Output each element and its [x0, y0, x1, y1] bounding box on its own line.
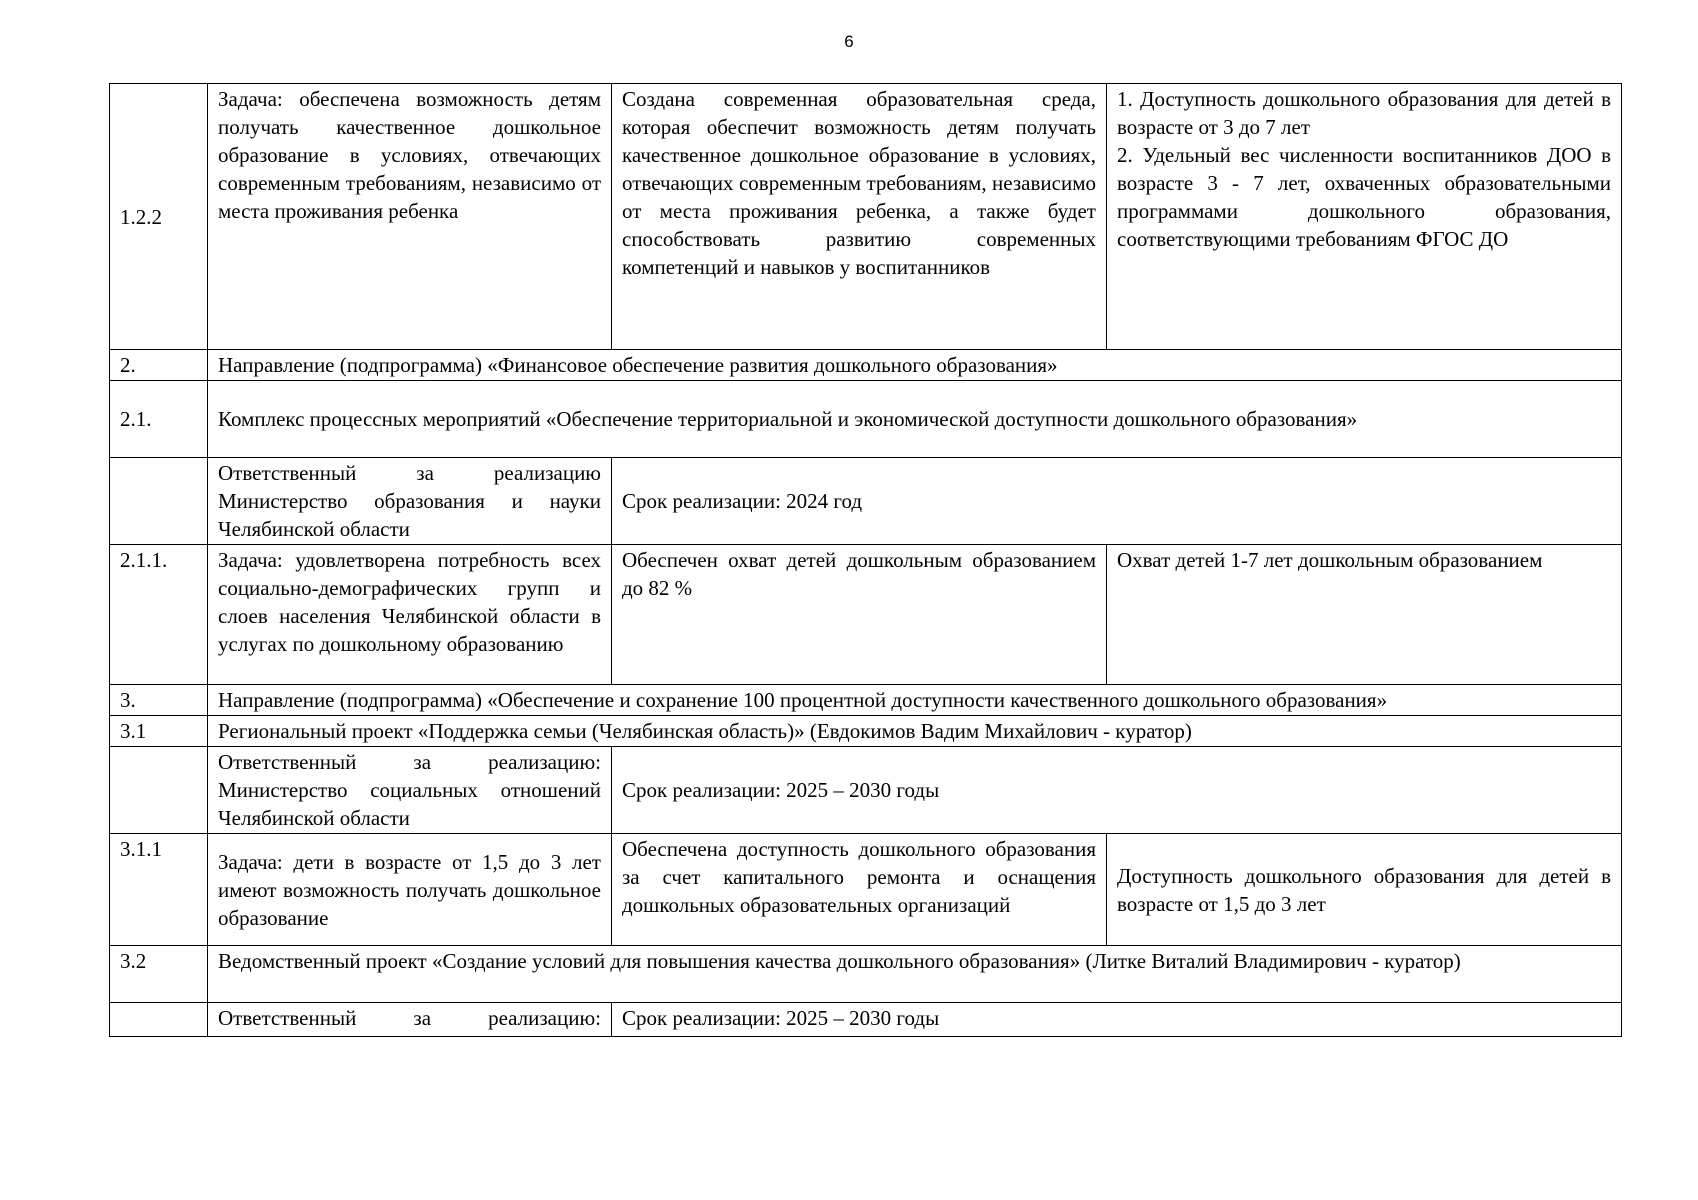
table-row: [110, 350, 1622, 381]
row-number: 3.1: [110, 716, 208, 747]
table-row: [110, 84, 1622, 350]
empty-cell: [110, 1003, 208, 1037]
table-row: [110, 747, 1622, 834]
empty-cell: [110, 458, 208, 545]
term-cell: Срок реализации: 2024 год: [612, 458, 1622, 545]
task-cell: Задача: обеспечена возможность детям получать качественное дошкольное образование в условиях, отвечающих современным требованиям, независимо от места проживания ребенка: [208, 84, 612, 350]
result-cell: Обеспечена доступность дошкольного образования за счет капитального ремонта и оснащения дошкольных образовательных организаций: [612, 834, 1107, 946]
table-row: [110, 381, 1622, 458]
project-title: Ведомственный проект «Создание условий для повышения качества дошкольного образования» (Литке Виталий Владимирович - куратор): [208, 946, 1622, 1003]
empty-cell: [110, 747, 208, 834]
indicator-item: 1. Доступность дошкольного образования для детей в возрасте от 3 до 7 лет: [1117, 87, 1611, 139]
responsible-cell: Ответственный за реализацию Министерство образования и науки Челябинской области: [208, 458, 612, 545]
direction-title: Направление (подпрограмма) «Финансовое обеспечение развития дошкольного образования»: [208, 350, 1622, 381]
indicator-item: 2. Удельный вес численности воспитанников ДОО в возрасте 3 - 7 лет, охваченных образовательными программами дошкольного образования, соответствующими требованиям ФГОС ДО: [1117, 143, 1611, 251]
table-row: [110, 716, 1622, 747]
indicator-cell: Охват детей 1-7 лет дошкольным образованием: [1107, 545, 1622, 685]
row-number: 3.1.1: [110, 834, 208, 946]
table-row: [110, 1003, 1622, 1037]
table-row: [110, 946, 1622, 1003]
complex-title: Комплекс процессных мероприятий «Обеспечение территориальной и экономической доступности дошкольного образования»: [208, 381, 1622, 458]
row-number: 1.2.2: [110, 84, 208, 350]
responsible-cell: Ответственный за реализацию: Министерство социальных отношений Челябинской области: [208, 747, 612, 834]
term-cell: Срок реализации: 2025 – 2030 годы: [612, 747, 1622, 834]
table-row: [110, 545, 1622, 685]
result-cell: Создана современная образовательная среда, которая обеспечит возможность детям получать качественное дошкольное образование в условиях, отвечающих современным требованиям, независимо от места проживания ребенка, а также будет способствовать развитию современных компетенций и навыков у воспитанников: [612, 84, 1107, 350]
result-cell: Обеспечен охват детей дошкольным образованием до 82 %: [612, 545, 1107, 685]
row-number: 3.2: [110, 946, 208, 1003]
row-number: 3.: [110, 685, 208, 716]
responsible-cell: Ответственный за реализацию:: [208, 1003, 612, 1037]
indicator-cell: Доступность дошкольного образования для детей в возрасте от 1,5 до 3 лет: [1107, 834, 1622, 946]
task-cell: Задача: дети в возрасте от 1,5 до 3 лет имеют возможность получать дошкольное образование: [208, 834, 612, 946]
term-cell: Срок реализации: 2025 – 2030 годы: [612, 1003, 1622, 1037]
table-row: [110, 458, 1622, 545]
task-cell: Задача: удовлетворена потребность всех социально-демографических групп и слоев населения Челябинской области в услугах по дошкольному образованию: [208, 545, 612, 685]
program-table: [109, 83, 1622, 1037]
table-row: [110, 685, 1622, 716]
table-row: [110, 834, 1622, 946]
indicator-cell: [1107, 84, 1622, 350]
project-title: Региональный проект «Поддержка семьи (Челябинская область)» (Евдокимов Вадим Михайлович - куратор): [208, 716, 1622, 747]
row-number: 2.: [110, 350, 208, 381]
direction-title: Направление (подпрограмма) «Обеспечение и сохранение 100 процентной доступности качественного дошкольного образования»: [208, 685, 1622, 716]
row-number: 2.1.1.: [110, 545, 208, 685]
page-number: 6: [844, 32, 854, 51]
row-number: 2.1.: [110, 381, 208, 458]
